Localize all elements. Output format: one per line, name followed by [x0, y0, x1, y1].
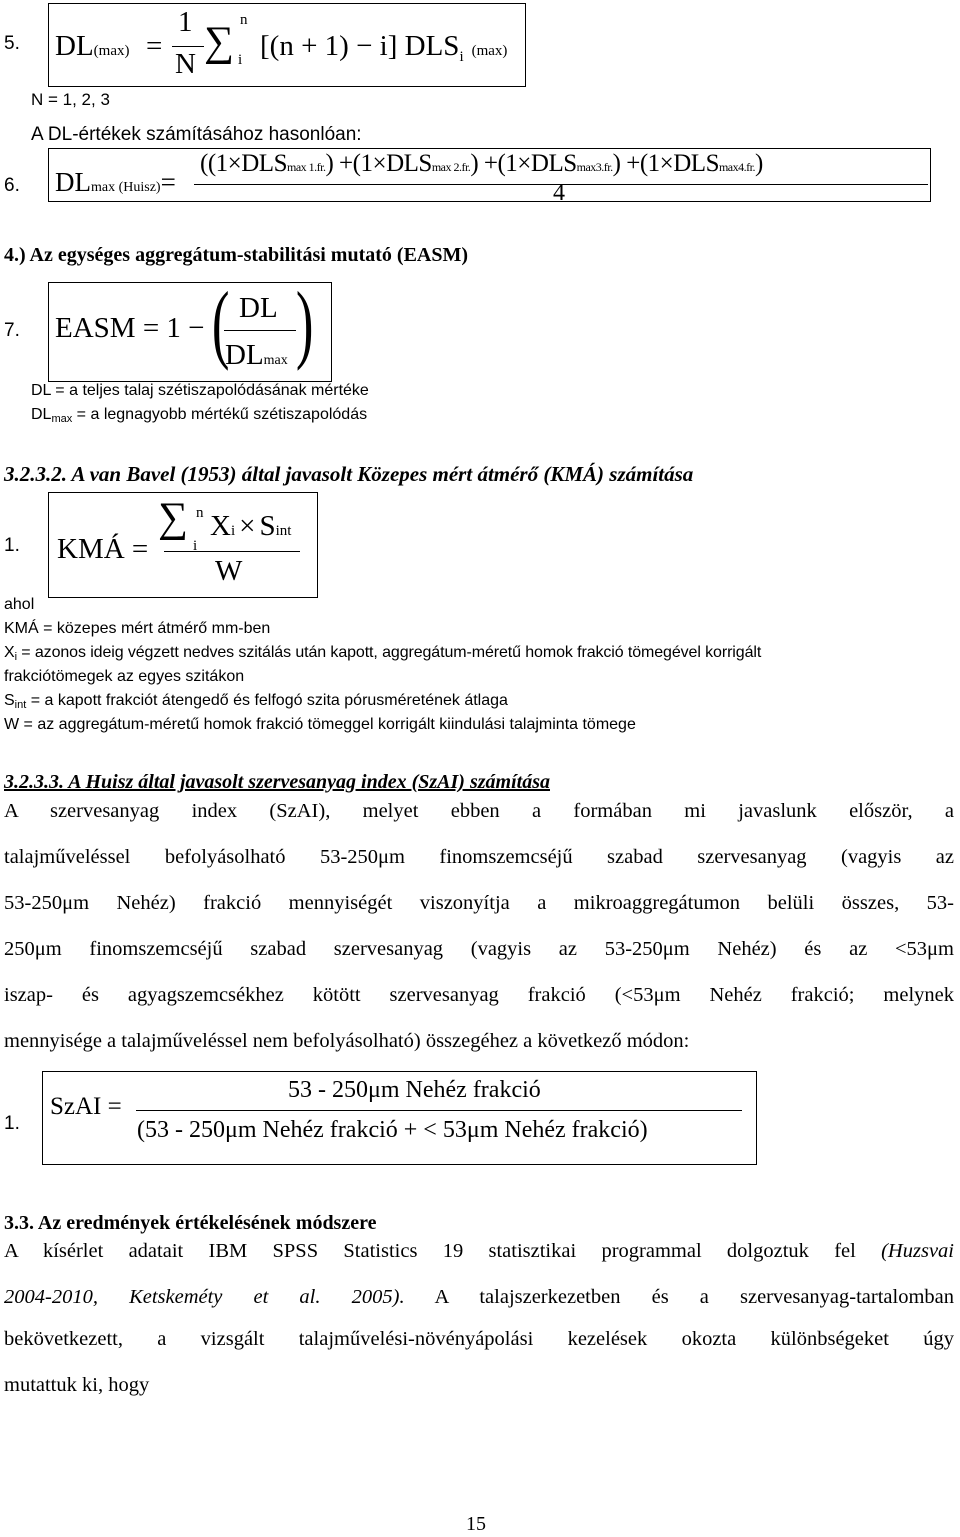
sum-icon: ∑ — [158, 495, 188, 541]
formula-kma-number: 1. — [4, 535, 20, 556]
intro-dl: A DL-értékek számításához hasonlóan: — [31, 124, 362, 145]
sum-icon: ∑ — [204, 19, 234, 65]
szai-line: 250μm finomszemcséjű szabad szervesanyag (vagyis az 53-250μm Nehéz) és az <53μm — [4, 938, 954, 960]
kma-def-xi-cont: frakciótömegek az egyes szitákon — [4, 668, 245, 685]
results-line-2: 2004-2010, Ketskeméty et al. 2005). A talajszerkezetben és a szervesanyag-tartalomban — [4, 1286, 955, 1308]
formula-7-def-dl: DL = a teljes talaj szétiszapolódásának mértéke — [31, 382, 369, 399]
formula-7-frac-line — [224, 330, 296, 331]
formula-7-def-dlmax: $DL_{max} = a$ legnagyobb mértékű szétiszapolódás — [31, 406, 368, 425]
formula-5-note: N = 1, 2, 3 — [31, 90, 110, 109]
formula-5-frac-num: 1 — [178, 6, 193, 38]
formula-5-lhs: DL(max) — [55, 30, 130, 62]
section-33-heading: 3.3. Az eredmények értékelésének módszere — [4, 1212, 377, 1234]
formula-6-numerator: ((1×DLSmax 1.fr.) +(1×DLSmax 2.fr.) +(1×DLSmax3.fr.) +(1×DLSmax4.fr.) — [200, 150, 763, 177]
formula-szai-number: 1. — [4, 1113, 20, 1134]
formula-5-number: 5. — [4, 33, 20, 54]
section-kma-heading: 3.2.3.2. A van Bavel (1953) által javasolt Közepes mért átmérő (KMÁ) számítása — [4, 462, 694, 486]
formula-6-den: 4 — [553, 180, 565, 206]
formula-7-lhs: EASM = 1 − — [55, 312, 205, 344]
formula-kma-den: W — [215, 555, 243, 587]
formula-5-frac-den: N — [175, 48, 196, 80]
formula-5-body: [(n + 1) − i] $DLS_i$ (max) — [260, 30, 508, 65]
right-paren-icon: ) — [295, 275, 314, 372]
section-szai-heading: 3.2.3.3. A Huisz által javasolt szervesanyag index (SzAI) számítása — [4, 771, 550, 793]
results-line-1: A kísérlet adatait IBM SPSS Statistics 19 statisztikai programmal dolgoztuk fel (Huzsvai — [4, 1240, 954, 1262]
formula-szai-num: 53 - 250μm Nehéz frakció — [288, 1077, 541, 1103]
formula-5-frac-line — [172, 46, 204, 47]
formula-kma-frac-line — [164, 551, 300, 552]
formula-7-number: 7. — [4, 320, 20, 341]
szai-line: 53-250μm Nehéz) frakció mennyiségét viszonyítja a mikroaggregátumon belüli összes, 53- — [4, 892, 954, 914]
szai-line-last: mennyisége a talajműveléssel nem befolyásolható) összegéhez a következő módon: — [4, 1030, 690, 1052]
kma-def-ahol: ahol — [4, 596, 35, 613]
kma-def-sint: $S_{int} = a$ kapott frakciót átengedő és felfogó szita pórusméretének átlaga — [4, 692, 508, 711]
formula-szai-den: (53 - 250μm Nehéz frakció + < 53μm Nehéz frakció) — [137, 1117, 648, 1143]
formula-5-sum-bottom: i — [238, 52, 243, 68]
formula-5-equals: = — [146, 30, 163, 62]
formula-szai-lhs: SzAI = — [50, 1093, 122, 1120]
kma-def-kma: KMÁ = közepes mért átmérő mm-ben — [4, 620, 271, 637]
kma-def-w: W = az aggregátum-méretű homok frakció tömeggel korrigált kiindulási talajminta tömege — [4, 716, 636, 733]
formula-7-den: DLmax — [225, 339, 288, 371]
page-number: 15 — [466, 1513, 486, 1535]
formula-kma-sum-bottom: i — [193, 538, 198, 554]
formula-szai-frac-line — [136, 1110, 742, 1111]
szai-line: A szervesanyag index (SzAI), melyet ebben a formában mi javaslunk először, a — [4, 800, 954, 822]
formula-6-lhs: DLmax (Huisz)= — [55, 167, 176, 197]
szai-line: talajműveléssel befolyásolható 53-250μm finomszemcséjű szabad szervesanyag (vagyis az — [4, 846, 954, 868]
formula-kma-numerator: Xi × Sint — [210, 510, 292, 542]
formula-kma-sum-top: n — [196, 505, 204, 521]
formula-5-sum-top: n — [240, 12, 248, 28]
results-line-3: bekövetkezett, a vizsgált talajművelési-növényápolási kezelések okozta különbségeket úgy — [4, 1328, 954, 1350]
szai-line: iszap- és agyagszemcsékhez kötött szervesanyag frakció (<53μm Nehéz frakció; melynek — [4, 984, 954, 1006]
formula-7-num: DL — [239, 292, 278, 324]
section-4-heading: 4.) Az egységes aggregátum-stabilitási mutató (EASM) — [4, 244, 469, 266]
formula-kma-lhs: KMÁ = — [57, 533, 149, 565]
left-paren-icon: ( — [211, 275, 230, 372]
results-line-4: mutattuk ki, hogy — [4, 1374, 150, 1396]
formula-6-number: 6. — [4, 175, 20, 196]
kma-def-xi: $X_i$ = azonos ideig végzett nedves szitálás után kapott, aggregátum-méretű homok frakció tömegével korrigált — [4, 644, 762, 663]
